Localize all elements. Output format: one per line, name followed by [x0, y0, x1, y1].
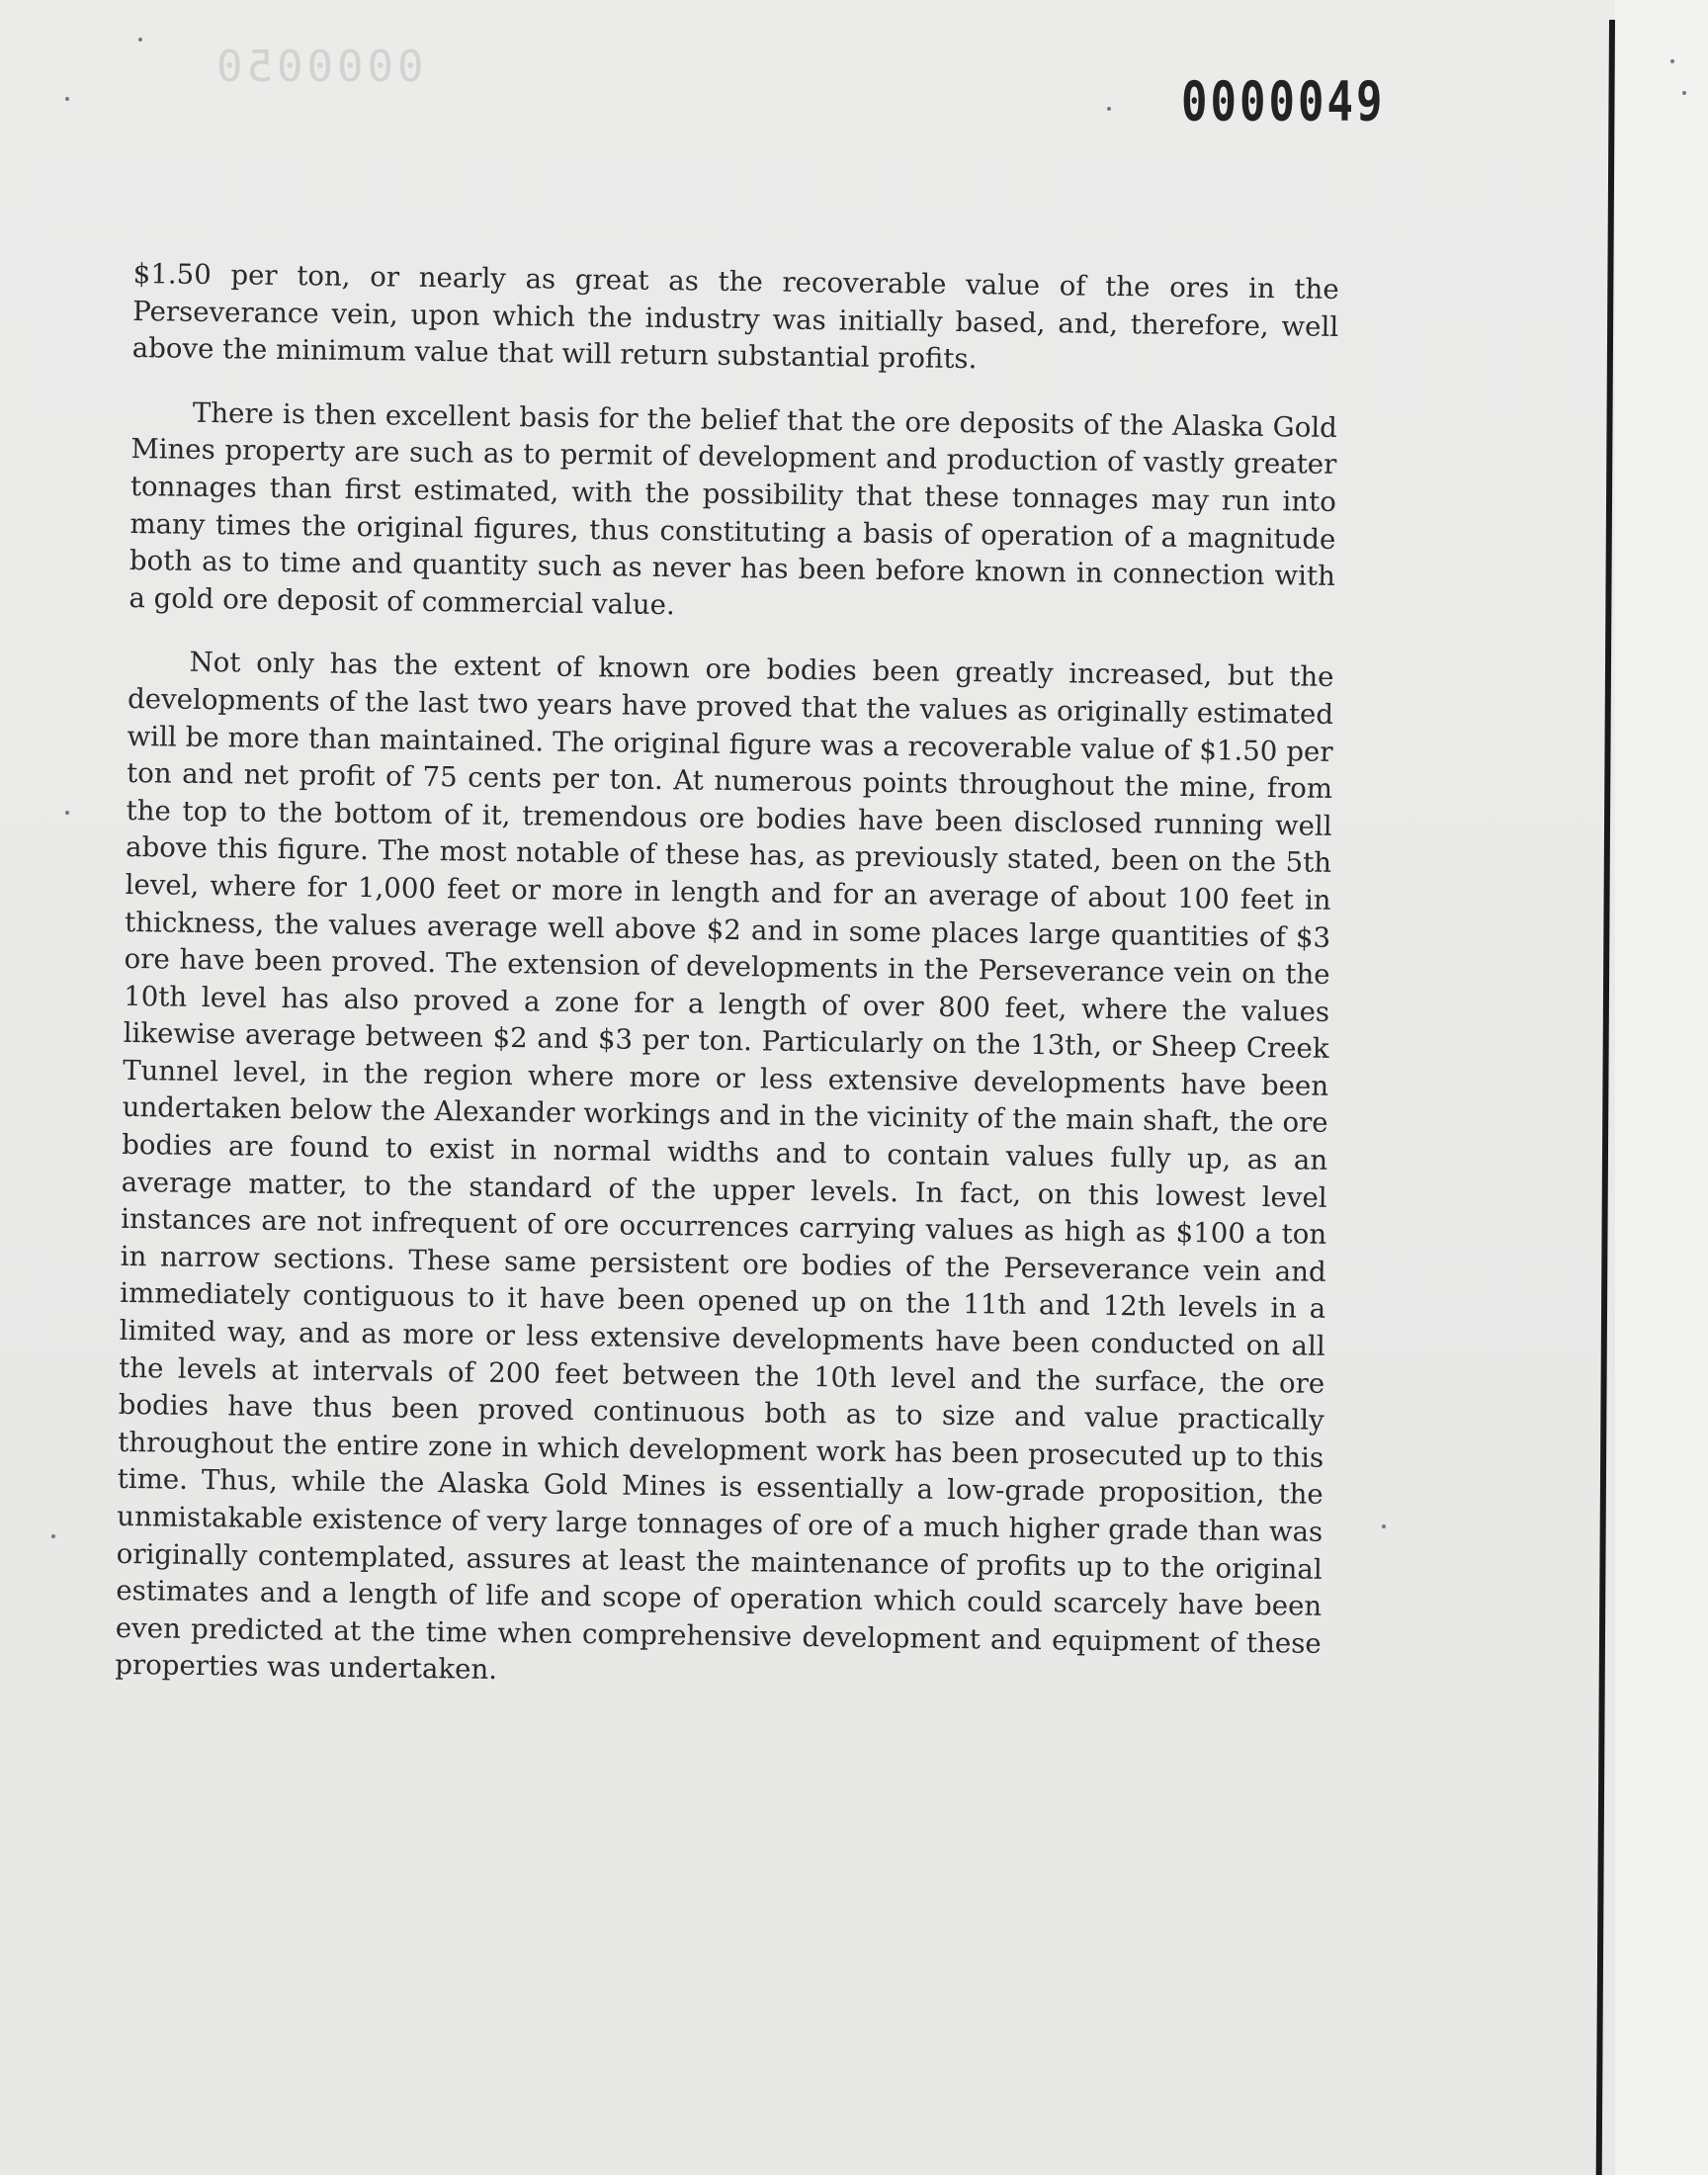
scan-speck	[1382, 1524, 1386, 1528]
paragraph-3: Not only has the extent of known ore bodies been greatly increased, but the developments of the last two years have proved that the values as originally estimated will be more than maintained. The original figure was a recoverable value of $1.50 per ton and net profit of 75 cents per ton. At numerous points throughout the mine, from the top to the bottom of it, tremendous ore bodies have been disclosed running well above this figure. The most notable of these has, as previously stated, been on the 5th level, where for 1,000 feet or more in length and for an average of about 100 feet in thickness, the values average well above $2 and in some places large quantities of $3 ore have been proved. The extension of developments in the Perseverance vein on the 10th level has also proved a zone for a length of over 800 feet, where the values likewise average between $2 and $3 per ton. Particularly on the 13th, or Sheep Creek Tunnel level, in the region where more or less extensive developments have been undertaken below the Alexander workings and in the vicinity of the main shaft, the ore bodies are found to exist in normal widths and to contain values fully up, as an average matter, to the standard of the upper levels. In fact, on this lowest level instances are not infrequent of ore occurrences carrying values as high as $100 a ton in narrow sections. These same persistent ore bodies of the Perseverance vein and immediately contiguous to it have been opened up on the 11th and 12th levels in a limited way, and as more or less extensive developments have been conducted on all the levels at intervals of 200 feet between the 10th level and the surface, the ore bodies have thus been proved continuous both as to size and value practically throughout the entire zone in which development work has been prosecuted up to this time. Thus, while the Alaska Gold Mines is essentially a low-grade proposition, the unmistakable existence of very large tonnages of ore of a much higher grade than was originally contemplated, assures at least the maintenance of profits up to the original estimates and a length of life and scope of operation which could scarcely have been even predicted at the time when comprehensive development and equipment of these properties was undertaken.	[115, 646, 1334, 1687]
bleed-through-page-number: 0000050	[213, 42, 424, 92]
scan-speck	[51, 1534, 55, 1538]
page-edge-line	[1596, 20, 1615, 2175]
scan-speck	[65, 97, 69, 101]
page-number: 0000049	[1181, 70, 1386, 134]
scan-speck	[1682, 91, 1686, 95]
scan-speck	[1107, 107, 1111, 111]
scan-speck	[65, 811, 69, 815]
scan-speck	[1670, 59, 1674, 63]
paragraph-2: There is then excellent basis for the belief that the ore deposits of the Alaska Gold Mines property are such as to permit of development and production of vastly greater tonnages than first estimated, with the possibility that these tonnages may run into many times the original figures, thus constituting a basis of operation of a magnitude both as to time and quantity such as never has been before known in connection with a gold ore deposit of commercial value.	[128, 395, 1338, 621]
document-body	[115, 255, 1339, 1726]
scan-margin	[1615, 0, 1708, 2175]
scan-speck	[138, 38, 142, 42]
paragraph-1: $1.50 per ton, or nearly as great as the recoverable value of the ores in the Perseverance vein, upon which the industry was initially based, and, therefore, well above the minimum value that will return substantial profits.	[131, 256, 1339, 376]
